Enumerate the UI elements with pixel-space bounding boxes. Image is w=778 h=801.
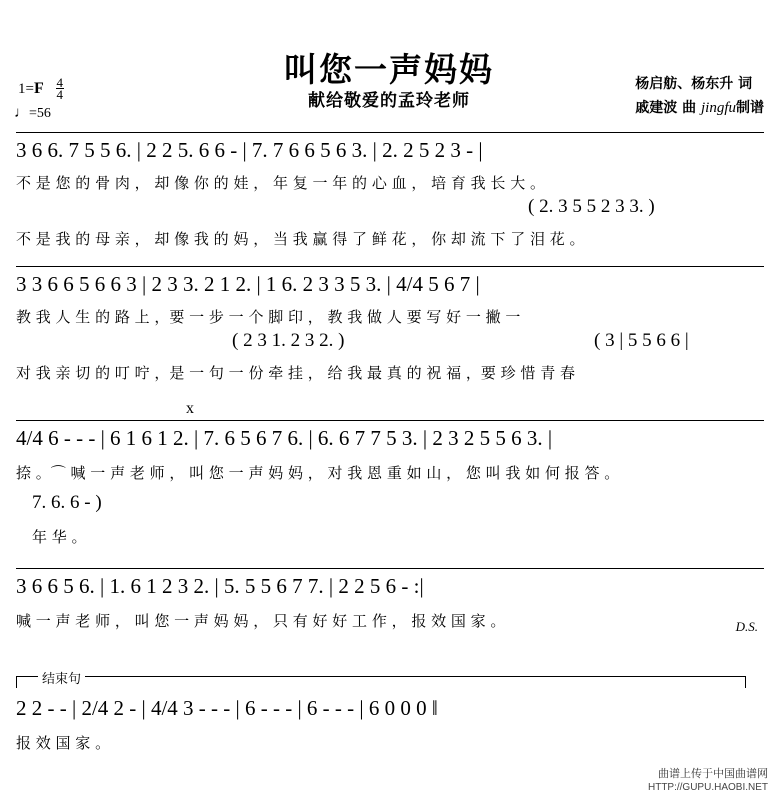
system-2-lyrics-verse2: 对 我 亲 切 的 叮 咛 ，是 一 句 一 份 牵 挂 ， 给 我 最 真 的 祝 福 ，要 珍 惜 青 春 (16, 364, 575, 382)
footer-url: HTTP://GUPU.HAOBI.NET (647, 782, 768, 793)
key-signature-block (18, 75, 64, 102)
credit-music: 戚建波 曲 (635, 100, 697, 116)
tempo-value: =56 (29, 106, 51, 121)
segno-icon: x (186, 400, 194, 417)
system-1-lyrics-verse2: 不 是 我 的 母 亲 ， 却 像 我 的 妈 ， 当 我 赢 得 了 鲜 花 ， 你 却 流 下 了 泪 花 。 (16, 230, 585, 248)
time-signature (56, 77, 65, 100)
key-letter: F (33, 79, 44, 97)
key-equals: = (25, 80, 34, 97)
ending-section-right-tick (745, 676, 746, 688)
system-1 (16, 132, 764, 252)
footer-source: 曲谱上传于中国曲谱网 (658, 767, 768, 780)
system-5-lyrics: 报 效 国 家 。 (16, 734, 111, 752)
credit-lyrics: 杨启舫、杨东升 词 (635, 76, 753, 92)
system-4-notes: 3 6 6 5 6. | 1. 6 1 2 3 2. | 5. 5 5 6 7 7. | 2 2 5 6 - :| (16, 574, 424, 598)
system-1-notes: 3 6 6. 7 5 5 6. | 2 2 5. 6 6 - | 7. 7 6 6 5 6 3. | 2. 2 5 2 3 - | (16, 138, 483, 162)
system-1-lyrics-verse1: 不 是 您 的 骨 肉 ， 却 像 你 的 娃 ， 年 复 一 年 的 心 血 ， 培 育 我 长 大 。 (16, 174, 545, 192)
credit-engraver-suffix: 制谱 (736, 100, 764, 116)
page-title: 叫您一声妈妈 (284, 50, 494, 89)
system-5 (16, 690, 764, 770)
credit-music-line (635, 96, 764, 120)
time-signature-top: 4 (56, 75, 63, 90)
system-2-alt-notes: ( 2 3 1. 2 3 2. ) (232, 330, 345, 351)
page-subtitle: 献给敬爱的孟玲老师 (308, 91, 470, 111)
system-3-alt-notes: 7. 6. 6 - ) (32, 492, 102, 513)
system-3-lyrics-verse1: 捺 。⌒ 喊 一 声 老 师 ， 叫 您 一 声 妈 妈 ， 对 我 恩 重 如 山 ， 您 叫 我 如 何 报 答 。 (16, 464, 620, 482)
quarter-note-icon: ♩ (14, 105, 29, 121)
system-2-notes: 3 3 6 6 5 6 6 3 | 2 3 3. 2 1 2. | 1 6. 2 3 3 5 3. | 4/4 5 6 7 | (16, 272, 480, 296)
system-4 (16, 568, 764, 648)
footer (648, 767, 768, 795)
ending-section-rule (16, 676, 746, 677)
system-2-alt-notes-2: ( 3 | 5 5 6 6 | (594, 330, 689, 351)
credit-engraver-italic: jingfu (700, 100, 736, 116)
system-3-lyrics-verse2: 年 华 。 (32, 528, 87, 546)
system-2 (16, 266, 764, 396)
system-5-notes: 2 2 - - | 2/4 2 - | 4/4 3 - - - | 6 - - - | 6 - - - | 6 0 0 0 ‖ (16, 696, 438, 720)
system-3-notes: 4/4 6 - - - | 6 1 6 1 2. | 7. 6 5 6 7 6. | 6. 6 7 7 5 3. | 2 3 2 5 5 6 3. | (16, 426, 553, 450)
key-number: 1 (18, 80, 26, 97)
credits-block (635, 72, 764, 120)
ending-section-left-tick (16, 676, 17, 688)
system-4-lyrics: 喊 一 声 老 师 ， 叫 您 一 声 妈 妈 ， 只 有 好 好 工 作 ， 报 效 国 家 。 (16, 612, 506, 630)
system-3 (16, 420, 764, 560)
time-signature-bottom: 4 (56, 87, 63, 102)
ds-marking: D.S. (735, 619, 758, 634)
system-1-alt-notes: ( 2. 3 5 5 2 3 3. ) (528, 196, 655, 217)
system-2-lyrics-verse1: 教 我 人 生 的 路 上 ，要 一 步 一 个 脚 印 ， 教 我 做 人 要 写 好 一 撇 一 (16, 308, 521, 326)
tempo-marking (14, 105, 51, 122)
ending-label: 结束句 (38, 668, 85, 687)
